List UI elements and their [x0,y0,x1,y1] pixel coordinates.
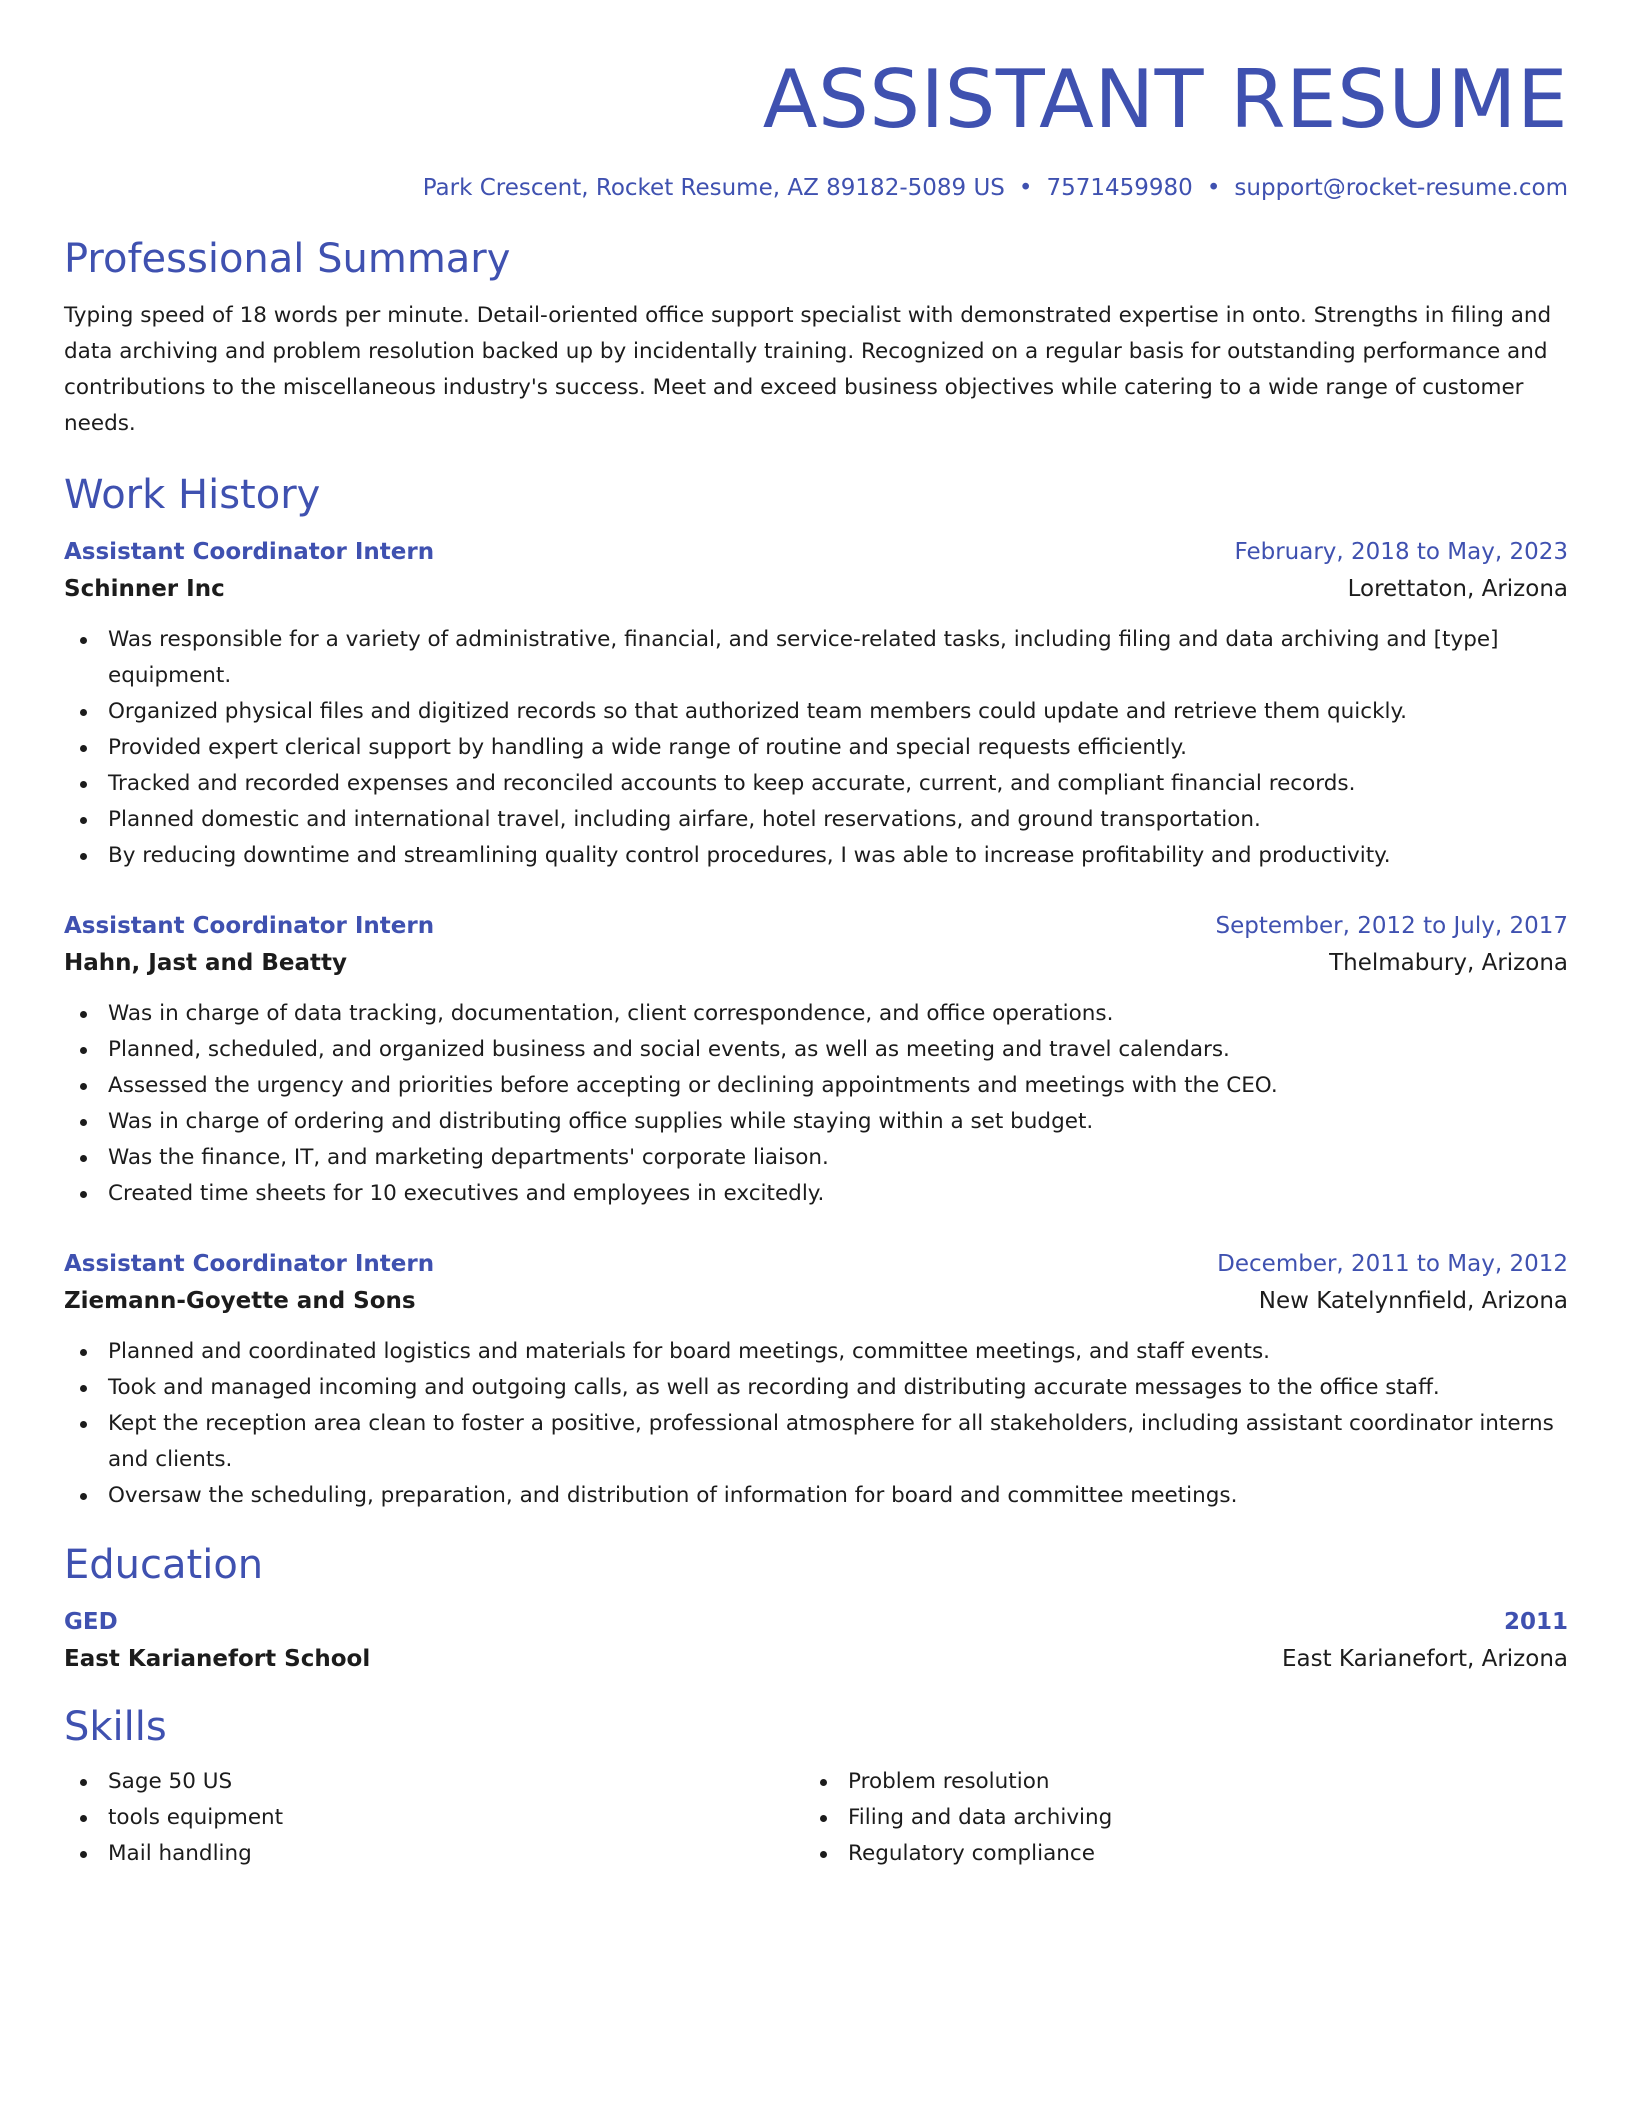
contact-phone[interactable]: 7571459980 [1046,175,1193,201]
job-bullet: Planned domestic and international travel, including airfare, hotel reservations, and ground transportation. [64,802,1568,838]
education-degree: GED [64,1609,118,1635]
job-dates: September, 2012 to July, 2017 [1215,913,1568,939]
job-bullet: Was the finance, IT, and marketing departments' corporate liaison. [64,1140,1568,1176]
job-location: Thelmabury, Arizona [1329,950,1568,976]
skill-item: Sage 50 US [64,1764,804,1800]
job-entry [64,1246,1568,1514]
skills-list [64,1764,1568,1872]
skill-item: tools equipment [64,1800,804,1836]
skills-column-left [64,1764,804,1872]
education-year: 2011 [1503,1609,1568,1635]
job-bullet: Planned and coordinated logistics and materials for board meetings, committee meetings, and staff events. [64,1334,1568,1370]
job-company: Schinner Inc [64,576,225,602]
job-dates: February, 2018 to May, 2023 [1234,539,1568,565]
job-dates: December, 2011 to May, 2012 [1217,1251,1568,1277]
job-bullet: Organized physical files and digitized records so that authorized team members could update and retrieve them quickly. [64,694,1568,730]
job-title: Assistant Coordinator Intern [64,913,435,939]
job-bullets [64,622,1568,874]
contact-line [64,172,1568,204]
skills-bullets [804,1764,1544,1872]
job-company: Ziemann-Goyette and Sons [64,1288,416,1314]
job-bullet: Created time sheets for 10 executives and employees in excitedly. [64,1176,1568,1212]
job-bullet: Was in charge of ordering and distributing office supplies while staying within a set budget. [64,1104,1568,1140]
job-location: New Katelynnfield, Arizona [1258,1288,1568,1314]
job-bullets [64,996,1568,1212]
job-bullets [64,1334,1568,1514]
job-entry [64,534,1568,874]
job-bullet: Provided expert clerical support by handling a wide range of routine and special requests efficiently. [64,730,1568,766]
skills-column-right [804,1764,1544,1872]
job-bullet: Kept the reception area clean to foster a positive, professional atmosphere for all stakeholders, including assistant coordinator interns and clients. [64,1406,1568,1478]
job-company: Hahn, Jast and Beatty [64,950,348,976]
skill-item: Problem resolution [804,1764,1544,1800]
summary-heading: Professional Summary [64,236,511,282]
job-title: Assistant Coordinator Intern [64,1251,435,1277]
work-history-heading: Work History [64,472,321,518]
job-title: Assistant Coordinator Intern [64,539,435,565]
job-bullet: By reducing downtime and streamlining quality control procedures, I was able to increase profitability and productivity. [64,838,1568,874]
resume-title: ASSISTANT RESUME [762,53,1568,146]
job-bullet: Oversaw the scheduling, preparation, and distribution of information for board and committee meetings. [64,1478,1568,1514]
summary-text: Typing speed of 18 words per minute. Detail-oriented office support specialist with demonstrated expertise in onto. Strengths in filing and data archiving and problem resolution backed up by incidentally training. Recognized on a regular basis for outstanding performance and contributions to the miscellaneous industry's success. Meet and exceed business objectives while catering to a wide range of customer needs. [64,303,1552,436]
contact-address: Park Crescent, Rocket Resume, AZ 89182-5089 US [422,175,1005,201]
contact-separator: • [1018,175,1033,201]
job-bullet: Assessed the urgency and priorities before accepting or declining appointments and meetings with the CEO. [64,1068,1568,1104]
education-entry [64,1604,1568,1678]
skill-item: Regulatory compliance [804,1836,1544,1872]
education-school: East Karianefort School [64,1646,371,1672]
skill-item: Filing and data archiving [804,1800,1544,1836]
education-heading: Education [64,1542,264,1588]
education-location: East Karianefort, Arizona [1281,1646,1568,1672]
job-bullet: Was responsible for a variety of administrative, financial, and service-related tasks, including filing and data archiving and [type] equipment. [64,622,1568,694]
skills-bullets [64,1764,804,1872]
job-bullet: Tracked and recorded expenses and reconciled accounts to keep accurate, current, and compliant financial records. [64,766,1568,802]
job-bullet: Was in charge of data tracking, documentation, client correspondence, and office operations. [64,996,1568,1032]
skill-item: Mail handling [64,1836,804,1872]
job-entry [64,908,1568,1212]
contact-separator: • [1206,175,1221,201]
job-bullet: Planned, scheduled, and organized business and social events, as well as meeting and travel calendars. [64,1032,1568,1068]
job-location: Lorettaton, Arizona [1347,576,1568,602]
skills-heading: Skills [64,1704,167,1750]
contact-email[interactable]: support@rocket-resume.com [1234,175,1568,201]
job-bullet: Took and managed incoming and outgoing calls, as well as recording and distributing accurate messages to the office staff. [64,1370,1568,1406]
